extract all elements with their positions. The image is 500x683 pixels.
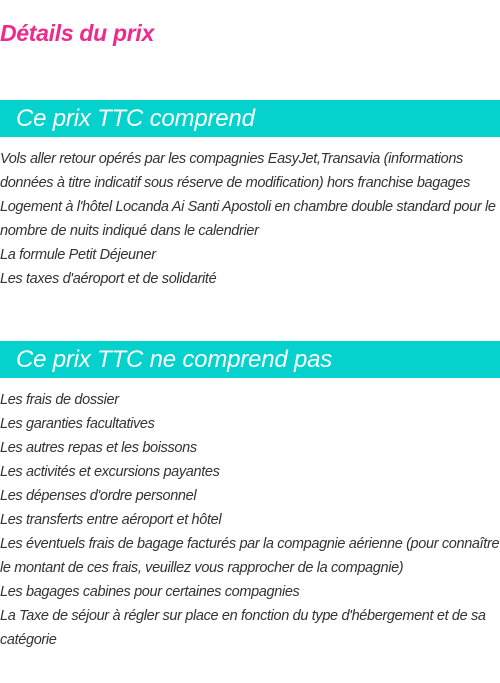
list-item: Les frais de dossier xyxy=(0,392,119,408)
included-section-header: Ce prix TTC comprend xyxy=(0,100,500,137)
list-item: Les éventuels frais de bagage facturés par la compagnie aérienne (pour connaître le montant de ces frais, veuillez vous rapprocher de la compagnie) xyxy=(0,536,500,576)
list-item: Les transferts entre aéroport et hôtel xyxy=(0,512,222,528)
list-item: Les bagages cabines pour certaines compagnies xyxy=(0,584,300,600)
list-item: Vols aller retour opérés par les compagnies EasyJet,Transavia (informations données à titre indicatif sous réserve de modification) hors franchise bagages xyxy=(0,151,471,191)
list-item: Les activités et excursions payantes xyxy=(0,464,220,480)
excluded-items-list xyxy=(0,388,500,652)
list-item: La formule Petit Déjeuner xyxy=(0,247,156,263)
excluded-section-header: Ce prix TTC ne comprend pas xyxy=(0,341,500,378)
page-title: Détails du prix xyxy=(0,20,154,46)
included-items-list xyxy=(0,147,500,291)
list-item: Les garanties facultatives xyxy=(0,416,155,432)
list-item: Les dépenses d'ordre personnel xyxy=(0,488,197,504)
list-item: Logement à l'hôtel Locanda Ai Santi Apostoli en chambre double standard pour le nombre de nuits indiqué dans le calendrier xyxy=(0,199,496,239)
list-item: Les autres repas et les boissons xyxy=(0,440,197,456)
list-item: La Taxe de séjour à régler sur place en fonction du type d'hébergement et de sa catégorie xyxy=(0,608,486,648)
list-item: Les taxes d'aéroport et de solidarité xyxy=(0,271,217,287)
